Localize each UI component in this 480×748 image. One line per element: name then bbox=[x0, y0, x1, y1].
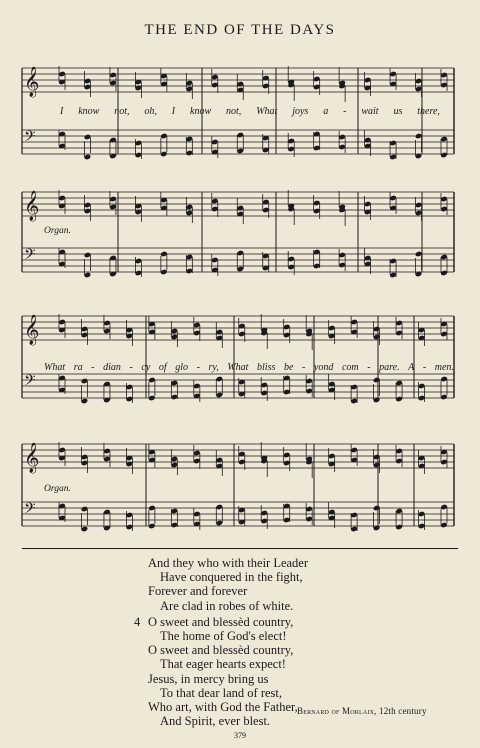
organ-label-2: Organ. bbox=[44, 484, 71, 494]
lyric-syllable: - bbox=[422, 362, 427, 373]
music-system-1-organ bbox=[18, 186, 458, 280]
organ-label-1: Organ. bbox=[44, 226, 71, 236]
lyric-syllable: What bbox=[256, 106, 278, 117]
treble-clef-icon: 𝄞 bbox=[24, 67, 40, 97]
lyric-syllable: know bbox=[190, 106, 212, 117]
verse-line: O sweet and blessèd country, bbox=[148, 614, 294, 629]
lyric-syllable: - bbox=[129, 362, 133, 373]
verse-line: That eager hearts expect! bbox=[160, 657, 286, 672]
lyric-syllable: oh, bbox=[144, 106, 157, 117]
author-century: 12th century bbox=[379, 706, 427, 716]
lyric-syllable: cy bbox=[141, 362, 151, 373]
lyric-syllable: bliss bbox=[257, 362, 276, 373]
lyrics-line-2 bbox=[44, 362, 454, 373]
lyric-syllable: us bbox=[393, 106, 403, 117]
lyric-syllable: of bbox=[158, 362, 167, 373]
verse-line: To that dear land of rest, bbox=[160, 685, 282, 700]
lyric-syllable: ry, bbox=[208, 362, 219, 373]
lyric-syllable: pare. bbox=[379, 362, 400, 373]
lyric-syllable: - bbox=[301, 362, 306, 373]
verse-line: And they who with their Leader bbox=[148, 556, 309, 570]
stanza-4: 4 O sweet and blessèd country, The home of God's elect! O sweet and blessèd country, That eager hearts expect! Jesus, in mercy bring us To that dear land of rest, Who art, with God the Father, And Spirit, ever blest. bbox=[148, 615, 308, 729]
lyric-syllable: com bbox=[341, 362, 359, 373]
verses-block bbox=[134, 556, 309, 729]
verse-line: And Spirit, ever blest. bbox=[160, 714, 271, 729]
lyric-syllable: - bbox=[343, 106, 347, 117]
lyric-syllable: ra bbox=[73, 362, 83, 373]
bass-clef-icon: 𝄢 bbox=[24, 500, 36, 521]
lyric-syllable: men. bbox=[434, 362, 454, 373]
hymn-title: THE END OF THE DAYS bbox=[144, 22, 336, 38]
verse-line: Who art, with God the Father, bbox=[148, 700, 298, 715]
lyric-syllable: What bbox=[227, 362, 249, 373]
lyric-syllable: dian bbox=[103, 362, 121, 373]
lyric-syllable: - bbox=[91, 362, 95, 373]
lyric-syllable: wait bbox=[361, 106, 379, 117]
page-number: 379 bbox=[234, 731, 246, 740]
treble-clef-icon: 𝄞 bbox=[24, 191, 40, 221]
lyric-syllable: be bbox=[283, 362, 294, 373]
lyric-syllable: - bbox=[367, 362, 371, 373]
staff-pair-2-organ bbox=[18, 440, 458, 534]
lyric-syllable: not, bbox=[226, 106, 242, 117]
lyric-syllable: a bbox=[323, 106, 329, 117]
verse-line: Forever and forever bbox=[148, 584, 248, 599]
verse-line: Are clad in robes of white. bbox=[160, 598, 294, 613]
lyric-syllable: A bbox=[408, 362, 415, 373]
treble-clef-icon: 𝄞 bbox=[24, 443, 40, 473]
verse-line: The home of God's elect! bbox=[160, 629, 287, 644]
lyric-syllable: I bbox=[60, 106, 64, 117]
music-system-2-organ bbox=[18, 440, 458, 534]
staff-pair-1-organ bbox=[18, 186, 458, 280]
lyric-syllable: What bbox=[44, 362, 66, 373]
lyric-syllable: yond bbox=[313, 362, 334, 373]
stanza-3 bbox=[148, 556, 308, 613]
verse-line: Have conquered in the fight, bbox=[160, 570, 303, 585]
treble-clef-icon: 𝄞 bbox=[24, 315, 40, 345]
lyric-syllable: I bbox=[171, 106, 176, 117]
lyric-syllable: there, bbox=[417, 106, 440, 117]
lyrics-line-1 bbox=[60, 106, 440, 117]
lyric-syllable: glo bbox=[175, 362, 188, 373]
lyric-syllable: - bbox=[196, 362, 200, 373]
lyric-syllable: not, bbox=[114, 106, 130, 117]
bass-clef-icon: 𝄢 bbox=[24, 128, 36, 149]
attribution bbox=[297, 706, 427, 716]
bass-clef-icon: 𝄢 bbox=[24, 372, 36, 393]
verse-line: Jesus, in mercy bring us bbox=[148, 671, 269, 686]
bass-clef-icon: 𝄢 bbox=[24, 246, 36, 267]
section-divider bbox=[22, 548, 458, 549]
lyric-syllable: know bbox=[78, 106, 100, 117]
lyric-syllable: joys bbox=[292, 106, 309, 117]
verse-line: O sweet and blessèd country, bbox=[148, 643, 294, 658]
author-name: Bernard of Morlaix, bbox=[297, 706, 377, 716]
